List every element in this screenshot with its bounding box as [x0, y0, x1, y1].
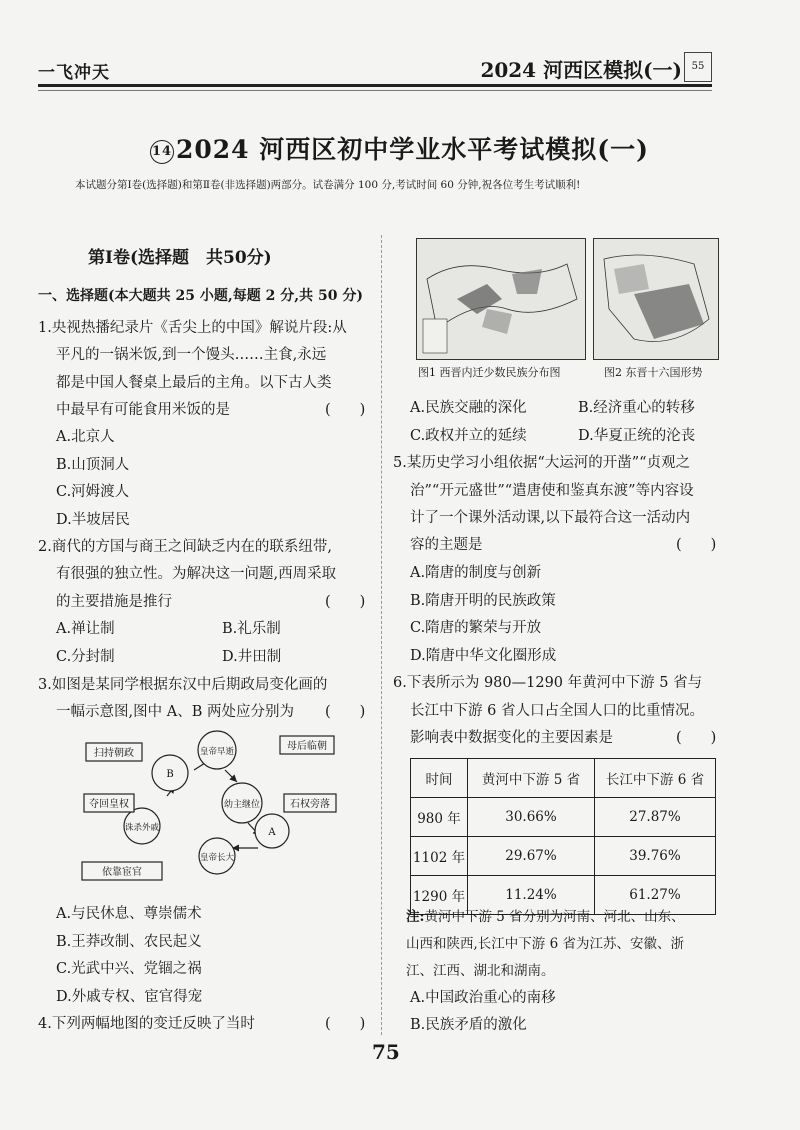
note-text: 黄河中下游 5 省分别为河南、河北、山东、 [424, 909, 685, 925]
part-heading: 一、选择题(本大题共 25 小题,每题 2 分,共 50 分) [38, 288, 363, 304]
q5-option-d: D.隋唐中华文化圈形成 [410, 648, 557, 664]
q6-answer-paren: ( ) [676, 730, 717, 746]
q6-line: 6.下表所示为 980—1290 年黄河中下游 5 省与 [393, 675, 703, 691]
map1-caption: 图1 西晋内迁少数民族分布图 [418, 366, 561, 379]
q3-line: 3.如图是某同学根据东汉中后期政局变化画的 [38, 677, 328, 693]
table-cell: 1102 年 [411, 837, 468, 876]
diagram-label: 扫持朝政 [94, 748, 134, 759]
q5-answer-paren: ( ) [676, 537, 717, 553]
header-title: 2024 河西区模拟(一) [480, 58, 682, 82]
instructions: 本试题分第Ⅰ卷(选择题)和第Ⅱ卷(非选择题)两部分。试卷满分 100 分,考试时间 60 分钟,祝各位考生考试顺利! [75, 179, 581, 191]
page-number: 75 [372, 1040, 400, 1064]
table-row [411, 837, 716, 876]
map-eastern-jin [593, 238, 719, 360]
q5-option-b: B.隋唐开明的民族政策 [410, 593, 556, 609]
title-number: 14 [150, 140, 174, 164]
column-divider [381, 235, 382, 1035]
diagram-label: 依靠宦官 [102, 867, 142, 878]
q5-line: 5.某历史学习小组依据“大运河的开凿”“贞观之 [393, 455, 691, 471]
q4-option-b: B.经济重心的转移 [578, 400, 695, 416]
q3-option-c: C.光武中兴、党锢之祸 [56, 961, 202, 977]
header-box: 55 [684, 52, 712, 82]
q3-answer-paren: ( ) [325, 704, 366, 720]
diagram-label: 皇帝早逝 [199, 747, 235, 757]
diagram-label: B [166, 769, 174, 780]
section-heading: 第Ⅰ卷(选择题 共50分) [88, 248, 272, 268]
table-header: 长江中下游 6 省 [595, 759, 716, 798]
table-cell: 27.87% [595, 798, 716, 837]
q5-option-a: A.隋唐的制度与创新 [410, 565, 542, 581]
q1-line: 中最早有可能食用米饭的是 [56, 402, 230, 418]
table-header: 时间 [411, 759, 468, 798]
table-cell: 1290 年 [411, 876, 468, 915]
brand-logo: 一飞冲天 [38, 63, 110, 83]
q4-option-d: D.华夏正统的沦丧 [578, 428, 696, 444]
q5-line: 容的主题是 [410, 537, 483, 553]
q6-option-a: A.中国政治重心的南移 [410, 990, 556, 1006]
table-cell: 30.66% [468, 798, 595, 837]
q1-option-b: B.山顶洞人 [56, 457, 130, 473]
q6-option-b: B.民族矛盾的激化 [410, 1017, 527, 1033]
q1-line: 平凡的一锅米饭,到一个馒头……主食,永远 [56, 347, 327, 363]
table-header-row [411, 759, 716, 798]
header-rule [38, 84, 712, 87]
diagram-label: 幼主继位 [223, 800, 261, 810]
q4-option-a: A.民族交融的深化 [410, 400, 527, 416]
q4-option-c: C.政权并立的延续 [410, 428, 527, 444]
q2-option-c: C.分封制 [56, 649, 115, 665]
q1-option-a: A.北京人 [56, 429, 115, 445]
q4-stem: 4.下列两幅地图的变迁反映了当时 [38, 1016, 255, 1032]
diagram-label: A [268, 827, 276, 838]
q3-option-d: D.外戚专权、宦官得宠 [56, 989, 203, 1005]
politics-cycle-diagram [70, 728, 370, 893]
q6-note-line: 江、江西、湖北和湖南。 [406, 963, 555, 979]
q3-option-a: A.与民休息、尊崇儒术 [56, 906, 202, 922]
diagram-label: 夺回皇权 [89, 799, 129, 810]
diagram-label: 皇帝长大 [199, 853, 235, 863]
q2-option-b: B.礼乐制 [222, 621, 281, 637]
page-title [150, 130, 649, 166]
q1-answer-paren: ( ) [325, 402, 366, 418]
title-text: 2024 河西区初中学业水平考试模拟(一) [176, 135, 649, 164]
q5-line: 计了一个课外活动课,以下最符合这一活动内 [410, 510, 691, 526]
map2-caption: 图2 东晋十六国形势 [604, 366, 703, 379]
table-cell: 11.24% [468, 876, 595, 915]
table-row [411, 798, 716, 837]
q2-answer-paren: ( ) [325, 594, 366, 610]
q2-line: 的主要措施是推行 [56, 594, 172, 610]
q2-option-d: D.井田制 [222, 649, 282, 665]
diagram-label: 诛杀外戚 [124, 823, 160, 833]
header-rule-thin [38, 90, 712, 91]
table-cell: 39.76% [595, 837, 716, 876]
q3-option-b: B.王莽改制、农民起义 [56, 934, 202, 950]
table-header: 黄河中下游 5 省 [468, 759, 595, 798]
q5-line: 治”“开元盛世”“遣唐使和鉴真东渡”等内容设 [410, 483, 694, 499]
q3-line: 一幅示意图,图中 A、B 两处应分别为 [56, 704, 294, 720]
q6-line: 长江中下游 6 省人口占全国人口的比重情况。 [410, 703, 704, 719]
table-cell: 61.27% [595, 876, 716, 915]
q1-line: 1.央视热播纪录片《舌尖上的中国》解说片段:从 [38, 320, 347, 336]
q6-line: 影响表中数据变化的主要因素是 [410, 730, 613, 746]
q1-line: 都是中国人餐桌上最后的主角。以下古人类 [56, 375, 332, 391]
map-western-jin [416, 238, 586, 360]
q2-option-a: A.禅让制 [56, 621, 115, 637]
q1-option-d: D.半坡居民 [56, 512, 130, 528]
q6-note [406, 905, 685, 925]
q2-line: 有很强的独立性。为解决这一问题,西周采取 [56, 566, 337, 582]
diagram-label: 石权旁落 [290, 799, 330, 810]
q2-line: 2.商代的方国与商王之间缺乏内在的联系纽带, [38, 539, 332, 555]
table-cell: 29.67% [468, 837, 595, 876]
q6-note-line: 山西和陕西,长江中下游 6 省为江苏、安徽、浙 [406, 936, 684, 952]
q4-answer-paren: ( ) [325, 1016, 366, 1032]
q1-option-c: C.河姆渡人 [56, 484, 130, 500]
population-table [410, 758, 716, 915]
table-cell: 980 年 [411, 798, 468, 837]
diagram-label: 母后临朝 [287, 741, 327, 752]
q5-option-c: C.隋唐的繁荣与开放 [410, 620, 542, 636]
note-label: 注: [406, 909, 425, 925]
